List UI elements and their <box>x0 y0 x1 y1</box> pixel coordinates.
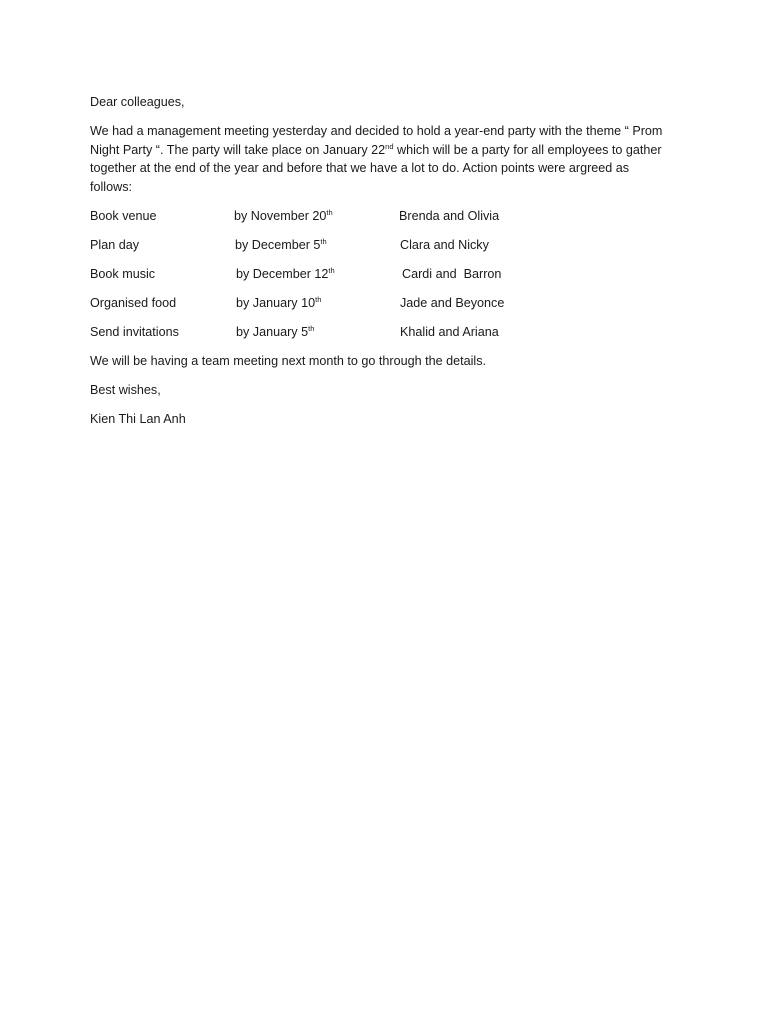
action-row-organised-food <box>90 294 680 313</box>
greeting: Dear colleagues, <box>90 95 185 109</box>
intro-line-2-before: Night Party “. The party will take place on January 22 <box>90 142 386 157</box>
action-row-book-venue <box>90 207 680 226</box>
letter-body <box>90 93 680 439</box>
action-deadline: by December 12th <box>236 265 335 281</box>
action-deadline: by January 5th <box>236 323 315 339</box>
action-deadline: by December 5th <box>235 236 327 252</box>
intro-date-suffix: nd <box>385 141 394 151</box>
deadline-suffix: th <box>328 265 335 275</box>
followup-paragraph: We will be having a team meeting next month to go through the details. <box>90 353 487 368</box>
intro-line-3: together at the end of the year and before that we have a lot to do. Action points were argreed as <box>90 161 630 175</box>
action-deadline: by November 20th <box>234 207 333 223</box>
deadline-suffix: th <box>320 236 327 246</box>
action-task: Organised food <box>90 295 177 310</box>
closing: Best wishes, <box>90 382 161 397</box>
action-task: Book music <box>90 266 156 281</box>
deadline-suffix: th <box>308 323 315 333</box>
action-task: Plan day <box>90 237 140 252</box>
action-task: Book venue <box>90 208 157 223</box>
action-owners: Khalid and Ariana <box>400 324 499 339</box>
action-row-book-music <box>90 265 680 284</box>
intro-line-4: follows: <box>90 179 132 194</box>
action-owners: Jade and Beyonce <box>400 295 505 310</box>
action-row-send-invitations <box>90 323 680 342</box>
action-deadline: by January 10th <box>236 294 322 310</box>
intro-line-1: We had a management meeting yesterday and decided to hold a year-end party with the theme “ Prom <box>90 124 663 138</box>
action-owners: Clara and Nicky <box>400 237 489 252</box>
intro-line-2-after: which will be a party for all employees to gather <box>393 142 662 157</box>
deadline-suffix: th <box>315 294 322 304</box>
deadline-suffix: th <box>326 207 333 217</box>
action-owners: Brenda and Olivia <box>399 208 500 223</box>
signature: Kien Thi Lan Anh <box>90 411 186 426</box>
intro-paragraph <box>90 122 680 196</box>
action-row-plan-day <box>90 236 680 255</box>
action-owners: Cardi and Barron <box>402 266 502 281</box>
action-task: Send invitations <box>90 324 179 339</box>
